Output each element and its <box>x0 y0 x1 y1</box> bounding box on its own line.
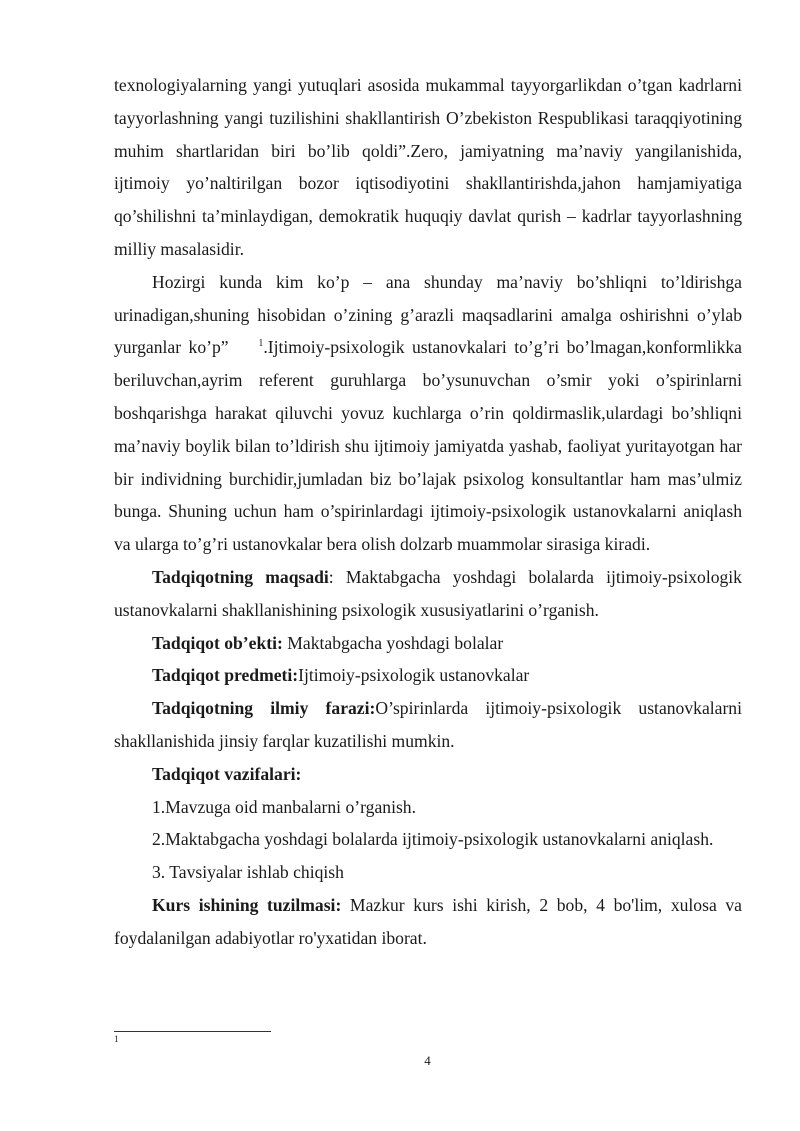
work-structure-text: Mazkur kurs ishi kirish, 2 bob, 4 bo'lim, xulosa va foydalanilgan adabiyotlar ro'yxatidan iborat. <box>114 894 742 948</box>
research-object-label: Tadqiqot ob’ekti: <box>152 632 283 653</box>
research-hypothesis-label: Tadqiqotning ilmiy farazi: <box>152 698 376 719</box>
research-hypothesis-text: O’spirinlarda ijtimoiy-psixologik ustanovkalarni shakllanishida jinsiy farqlar kuzatilishi mumkin. <box>114 698 742 751</box>
paragraph-problem-end: .Ijtimoiy-psixologik ustanovkalari to’g’ri bo’lmagan,konformlikka beriluvchan,ayrim referent guruhlarga bo’ysunuvchan o’smir yoki o’spirinlarni boshqarishga harakat qiluvchi yovuz kuchlarga o’rin qoldirmaslik,ulardagi bo’shliqni ma’naviy boylik bilan to’ldirish shu ijtimoiy jamiyatda yashab, faoliyat yuritayotgan har bir individning burchidir,jumladan biz bo’lajak psixolog konsultantlar ham mas’ulmiz bunga. Shuning uchun ham o’spirinlardagi ijtimoiy-psixologik ustanovkalarni aniqlash va ularga to’g’ri ustanovkalar bera olish dolzarb muammolar sirasiga kiradi. <box>114 337 742 555</box>
footnote-reference[interactable]: 1 <box>258 338 264 350</box>
work-structure-label: Kurs ishining tuzilmasi: <box>152 894 342 915</box>
research-object-text: Maktabgacha yoshdagi bolalar <box>282 632 504 653</box>
paragraph-problem <box>114 266 742 561</box>
task-item-1: 1.Mavzuga oid manbalarni o’rganish. <box>152 796 417 817</box>
paragraph-problem-start: Hozirgi kunda kim ko’p – ana shunday ma’naviy bo’shliqni to’ldirishga urinadigan,shuning hisobidan o’zining g’arazli maqsadlarini amalga oshirishni o’ylab yurganlar ko’p” <box>114 271 742 358</box>
research-object <box>114 627 742 660</box>
task-item-3: 3. Tavsiyalar ishlab chiqish <box>152 862 344 883</box>
paragraph-intro: texnologiyalarning yangi yutuqlari asosida mukammal tayyorgarlikdan o’tgan kadrlarni tayyorlashning yangi tuzilishini shakllantirish O’zbekiston Respublikasi taraqqiyotining muhim shartlaridan biri bo’lib qoldi”.Zero, jamiyatning ma’naviy yangilanishida, ijtimoiy yo’naltirilgan bozor iqtisodiyotini shakllantirishda,jahon hamjamiyatiga qo’shilishni ta’minlaydigan, demokratik huquqiy davlat qurish – kadrlar tayyorlashning milliy masalasidir. <box>114 75 742 259</box>
page-number: 4 <box>424 1053 431 1068</box>
research-subject <box>114 659 742 692</box>
research-goal-text: : Maktabgacha yoshdagi bolalarda ijtimoiy-psixologik ustanovkalarni shakllanishining psixologik xususiyatlarini o’rganish. <box>114 566 742 620</box>
research-hypothesis <box>114 692 742 758</box>
research-tasks-heading <box>114 758 742 791</box>
research-subject-text: Ijtimoiy-psixologik ustanovkalar <box>298 665 530 686</box>
research-tasks-label: Tadqiqot vazifalari: <box>152 763 302 784</box>
research-goal <box>114 561 742 627</box>
work-structure <box>114 889 742 955</box>
body-text <box>114 69 742 955</box>
footnote-separator <box>114 1031 271 1032</box>
footnote-mark: 1 <box>114 1034 119 1044</box>
research-goal-label: Tadqiqotning maqsadi <box>152 566 329 587</box>
research-subject-label: Tadqiqot predmeti: <box>152 665 299 686</box>
task-item-2: 2.Maktabgacha yoshdagi bolalarda ijtimoiy-psixologik ustanovkalarni aniqlash. <box>152 829 714 850</box>
